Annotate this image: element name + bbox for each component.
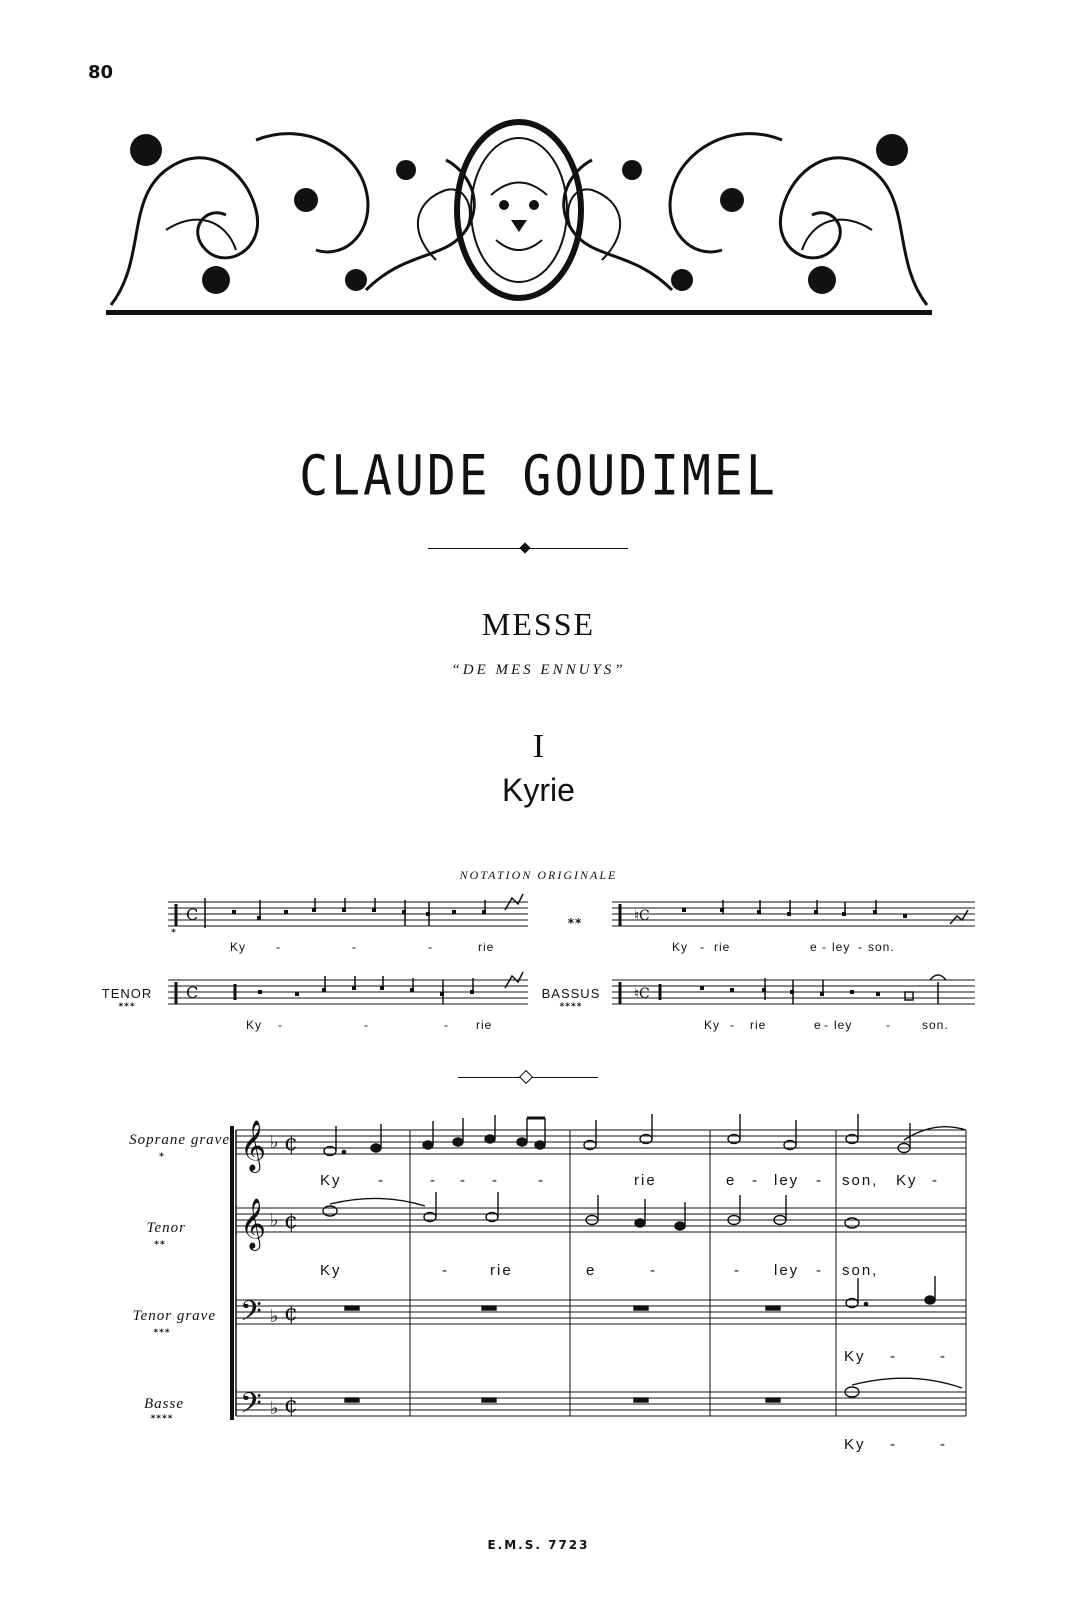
svg-text:♮C: ♮C xyxy=(634,908,650,924)
score-lyric: son, xyxy=(842,1262,879,1279)
score-lyric: - xyxy=(378,1172,385,1189)
notation-heading: NOTATION ORIGINALE xyxy=(459,868,618,882)
original-lyric: - xyxy=(352,940,357,954)
voice-stars-basse: **** xyxy=(150,1414,174,1424)
original-lyric: - xyxy=(824,1018,829,1032)
voice-label-tenor-grave: Tenor grave xyxy=(132,1308,216,1324)
divider-dot-icon xyxy=(519,542,530,553)
score-lyric: Ky xyxy=(896,1172,918,1189)
score-lyric: Ky xyxy=(844,1348,866,1365)
score-lyric: - xyxy=(538,1172,545,1189)
composer-name: CLAUDE GOUDIMEL xyxy=(299,443,778,509)
score-lyric: e xyxy=(726,1172,737,1189)
original-lyric: ley xyxy=(834,1018,853,1032)
original-lyric: - xyxy=(886,1018,891,1032)
original-voice-bassus-stars: **** xyxy=(559,1002,583,1012)
original-lyric: ley xyxy=(832,940,851,954)
original-lyric: Ky xyxy=(672,940,689,954)
score-lyric: - xyxy=(734,1262,741,1279)
work-title: MESSE xyxy=(481,606,596,642)
original-lyric: son. xyxy=(922,1018,949,1032)
original-lyric: Ky xyxy=(246,1018,263,1032)
svg-text:♭: ♭ xyxy=(270,1210,279,1231)
score-lyric: - xyxy=(890,1348,897,1365)
original-staff-2 xyxy=(612,902,975,926)
movement-title: Kyrie xyxy=(502,772,575,808)
original-voice-tenor-label: TENOR xyxy=(101,986,153,1001)
original-lyric: rie xyxy=(478,940,495,954)
svg-text:C: C xyxy=(186,905,199,924)
score-lyric: Ky xyxy=(844,1436,866,1453)
voice-label-tenor: Tenor xyxy=(146,1220,186,1236)
original-voice-bassus-label: BASSUS xyxy=(541,986,601,1001)
voice-stars-soprane-grave: * xyxy=(159,1152,165,1162)
score-lyric: rie xyxy=(634,1172,657,1189)
original-voice-tenor-stars: *** xyxy=(118,1002,136,1012)
original-lyric: - xyxy=(730,1018,735,1032)
svg-text:¢: ¢ xyxy=(284,1131,298,1156)
work-subtitle: “DE MES ENNUYS” xyxy=(451,662,626,678)
score-lyric: - xyxy=(940,1436,947,1453)
score-lyric: son, xyxy=(842,1172,879,1189)
original-lyric: - xyxy=(364,1018,369,1032)
score-lyric: - xyxy=(650,1262,657,1279)
score-lyric: - xyxy=(752,1172,759,1189)
original-lyric: - xyxy=(822,940,827,954)
score-lyric: - xyxy=(890,1436,897,1453)
svg-text:𝄞: 𝄞 xyxy=(240,1120,267,1171)
svg-text:♭: ♭ xyxy=(270,1132,279,1153)
score-lyric: - xyxy=(932,1172,939,1189)
svg-text:𝄢: 𝄢 xyxy=(240,1387,262,1427)
svg-text:¢: ¢ xyxy=(284,1301,298,1326)
score-lyric: - xyxy=(492,1172,499,1189)
original-lyric: - xyxy=(428,940,433,954)
ornamental-header-band xyxy=(106,110,932,315)
score-lyric: Ky xyxy=(320,1172,342,1189)
original-staff-1 xyxy=(168,902,528,926)
score-lyric: e xyxy=(586,1262,597,1279)
original-lyric: - xyxy=(276,940,281,954)
original-lyric: - xyxy=(444,1018,449,1032)
svg-text:♮C: ♮C xyxy=(634,986,650,1002)
divider-diamond-icon xyxy=(519,1070,533,1084)
original-lyric: - xyxy=(700,940,705,954)
score-lyric: ley xyxy=(774,1172,800,1189)
score-lyric: - xyxy=(442,1262,449,1279)
original-lyric: rie xyxy=(476,1018,493,1032)
original-lyric: e xyxy=(810,940,818,954)
score-lyric: rie xyxy=(490,1262,513,1279)
original-voice-1-stars: * xyxy=(171,928,177,938)
svg-text:¢: ¢ xyxy=(284,1393,298,1418)
score-lyric: - xyxy=(460,1172,467,1189)
score-lyric: - xyxy=(816,1262,823,1279)
voice-stars-tenor: ** xyxy=(154,1240,166,1250)
voice-label-basse: Basse xyxy=(144,1396,184,1412)
modern-score-system xyxy=(0,1100,1077,1440)
score-lyric: ley xyxy=(774,1262,800,1279)
score-lyric: Ky xyxy=(320,1262,342,1279)
svg-text:C: C xyxy=(186,983,199,1002)
page-number: 80 xyxy=(88,62,114,83)
svg-text:𝄞: 𝄞 xyxy=(240,1198,267,1249)
original-lyric: son. xyxy=(868,940,895,954)
original-lyric: Ky xyxy=(230,940,247,954)
svg-text:𝄢: 𝄢 xyxy=(240,1295,262,1335)
score-lyric: - xyxy=(430,1172,437,1189)
original-notation-staves xyxy=(0,880,1077,1040)
original-lyric: rie xyxy=(750,1018,767,1032)
svg-text:♭: ♭ xyxy=(270,1306,279,1327)
original-lyric: e xyxy=(814,1018,822,1032)
score-lyric: - xyxy=(816,1172,823,1189)
original-lyric: rie xyxy=(714,940,731,954)
original-voice-2-stars: ** xyxy=(567,916,583,930)
original-lyric: - xyxy=(278,1018,283,1032)
original-lyric: Ky xyxy=(704,1018,721,1032)
svg-text:♭: ♭ xyxy=(270,1398,279,1419)
score-lyric: - xyxy=(940,1348,947,1365)
voice-label-soprane-grave: Soprane grave xyxy=(129,1132,230,1148)
voice-stars-tenor-grave: *** xyxy=(153,1328,171,1338)
original-lyric: - xyxy=(858,940,863,954)
svg-text:¢: ¢ xyxy=(284,1209,298,1234)
movement-number: I xyxy=(532,728,545,765)
publisher-code: E.M.S. 7723 xyxy=(487,1538,590,1552)
